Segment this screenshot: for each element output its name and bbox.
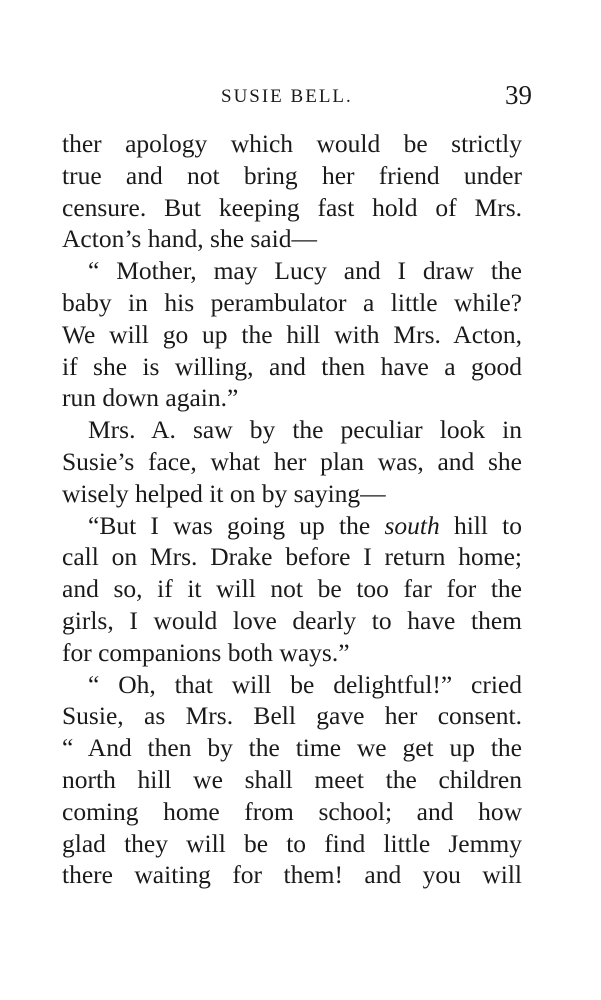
- text-line: call on Mrs. Drake before I return home;: [62, 542, 522, 572]
- text-line: glad they will be to find little Jemmy: [62, 828, 522, 858]
- text-line: there waiting for them! and you will: [62, 860, 522, 890]
- text-line: wisely helped it on by saying—: [62, 478, 386, 508]
- text-line: baby in his perambulator a little while?: [62, 287, 522, 317]
- text-line: Susie, as Mrs. Bell gave her consent.: [62, 701, 522, 731]
- running-title: SUSIE BELL.: [221, 86, 353, 107]
- text-line: run down again.”: [62, 383, 239, 413]
- text-line: “ Oh, that will be delightful!” cried: [88, 669, 522, 699]
- text-line: for companions both ways.”: [62, 637, 350, 667]
- italic-word: south: [384, 510, 440, 540]
- text-line: “ And then by the time we get up the: [62, 733, 522, 763]
- text-line: if she is willing, and then have a good: [62, 351, 522, 381]
- text-line: censure. But keeping fast hold of Mrs.: [62, 192, 522, 222]
- text-line: “ Mother, may Lucy and I draw the: [88, 256, 522, 286]
- text-segment: hill to: [453, 510, 522, 540]
- text-line: girls, I would love dearly to have them: [62, 605, 522, 635]
- text-line: true and not bring her friend under: [62, 160, 522, 190]
- text-line: Mrs. A. saw by the peculiar look in: [88, 415, 522, 445]
- running-header: [62, 82, 532, 112]
- text-line: Susie’s face, what her plan was, and she: [62, 446, 522, 476]
- text-line: Acton’s hand, she said—: [62, 224, 317, 254]
- body-text: [62, 128, 522, 891]
- text-line: and so, if it will not be too far for the: [62, 574, 522, 604]
- text-line-with-italic: [62, 510, 522, 542]
- text-line: We will go up the hill with Mrs. Acton,: [62, 319, 522, 349]
- text-segment: “But I was going up the: [88, 510, 371, 540]
- text-line: ther apology which would be strictly: [62, 129, 522, 158]
- text-line: coming home from school; and how: [62, 796, 522, 826]
- page-number: 39: [505, 80, 532, 110]
- text-line: north hill we shall meet the children: [62, 764, 522, 794]
